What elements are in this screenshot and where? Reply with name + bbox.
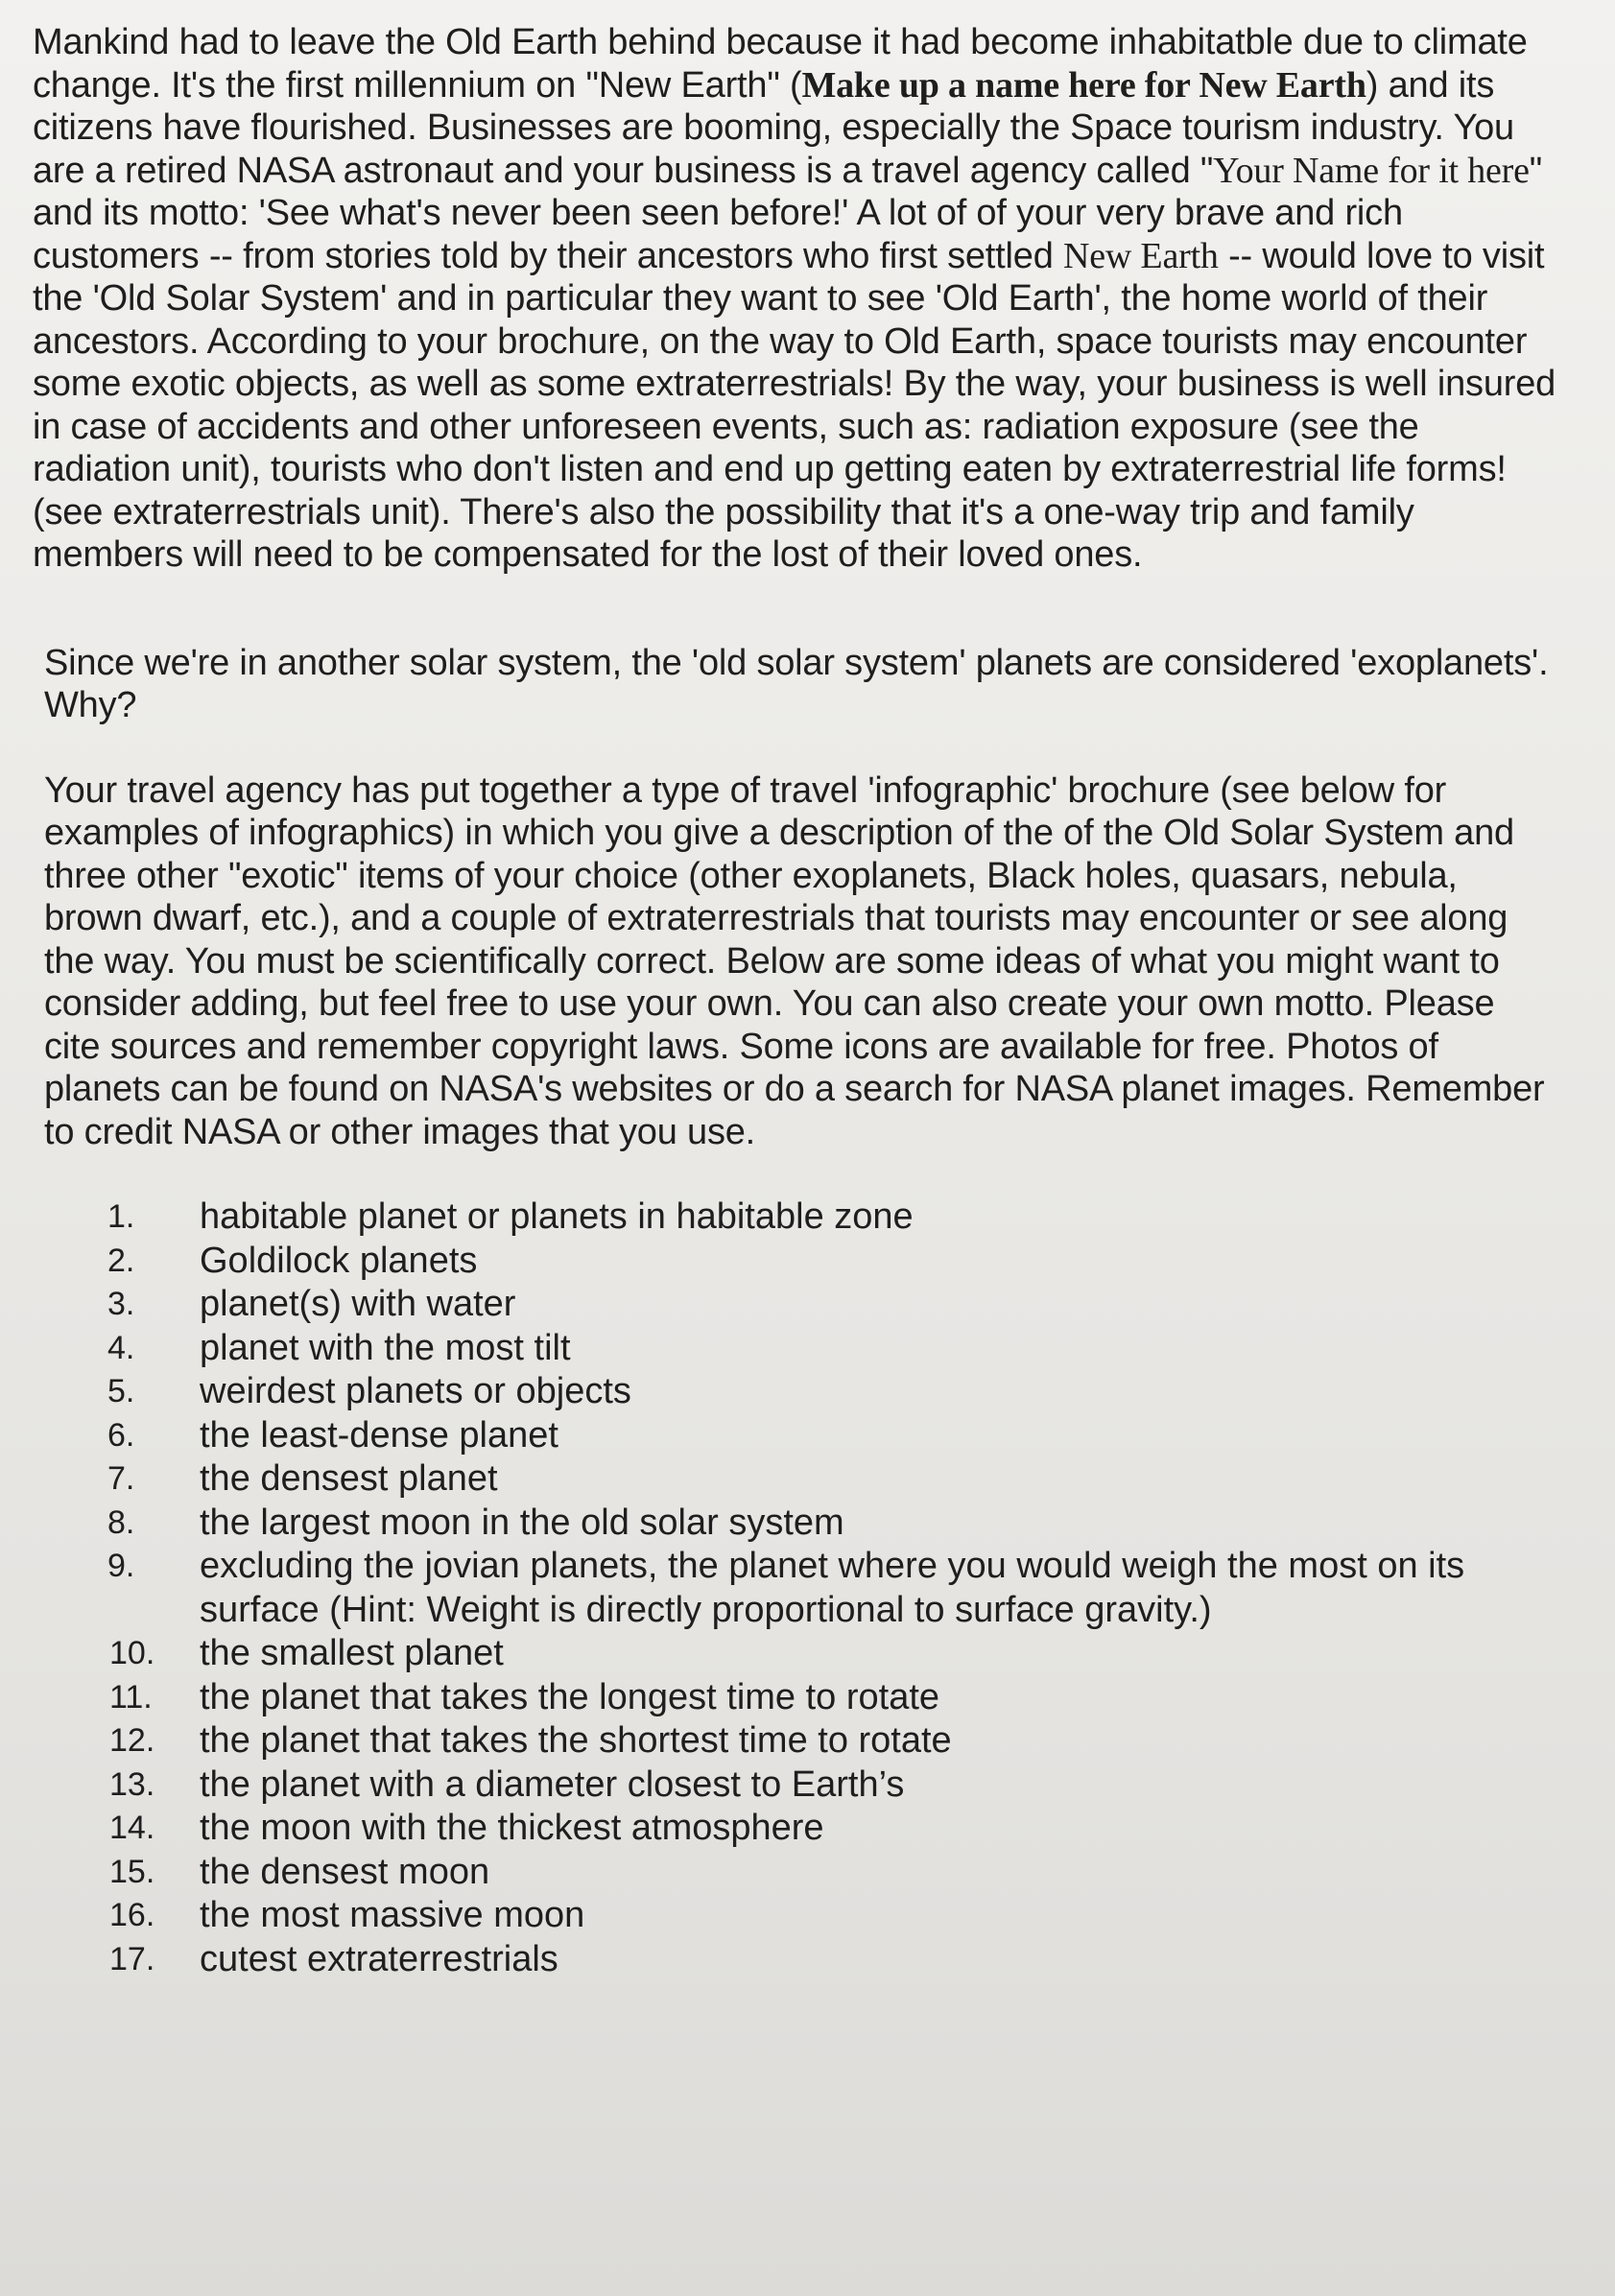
list-item-number: 10. — [109, 1635, 155, 1671]
list-item-text: weirdest planets or objects — [200, 1371, 631, 1411]
list-item — [33, 1502, 1557, 1546]
list-item-number: 3. — [107, 1286, 135, 1322]
list-item — [33, 1283, 1557, 1327]
list-item-text: the planet that takes the shortest time to rotate — [200, 1720, 952, 1761]
list-item — [33, 1370, 1557, 1414]
list-item — [33, 1195, 1557, 1240]
list-item-number: 7. — [107, 1460, 135, 1497]
list-item — [33, 1632, 1557, 1676]
list-item-text: excluding the jovian planets, the planet where you would weigh the most on its surface (Hint: Weight is directly proportional to surface gravity.) — [200, 1546, 1465, 1630]
list-item-text: Goldilock planets — [200, 1240, 478, 1281]
list-item-number: 14. — [109, 1810, 155, 1846]
list-item — [33, 1894, 1557, 1938]
list-item — [33, 1719, 1557, 1763]
list-item-number: 15. — [109, 1853, 155, 1890]
agency-name-placeholder: Your Name for it here — [1213, 150, 1530, 191]
list-item — [33, 1327, 1557, 1371]
list-item-text: the moon with the thickest atmosphere — [200, 1808, 824, 1848]
ideas-list — [33, 1195, 1557, 1981]
exoplanets-question-paragraph: Since we're in another solar system, the 'old solar system' planets are considered 'exoplanets'. Why? — [44, 642, 1549, 725]
list-item-number: 11. — [109, 1678, 153, 1716]
list-item-number: 4. — [107, 1329, 135, 1366]
intro-text-d: -- would love to visit the 'Old Solar System' and in particular they want to see 'Old Earth', the home world of their ancestors. According to your brochure, on the way to Old Earth, space tourists may encounter some exotic objects, as well as some extraterrestrials! By the way, your business is well insured in case of accidents and other unforeseen events, such as: radiation exposure (see the radiation unit), tourists who don't listen and end up getting eaten by extraterrestrial life forms! (see extraterrestrials unit). There's also the possibility that it's a one-way trip and family members will need to be compensated for the lost of their loved ones. — [33, 235, 1556, 575]
list-item — [33, 1457, 1557, 1502]
list-item-number: 17. — [109, 1940, 155, 1977]
list-item — [33, 1851, 1557, 1895]
list-item-number: 2. — [107, 1242, 135, 1279]
list-item-text: the largest moon in the old solar system — [200, 1502, 844, 1543]
list-item-number: 5. — [107, 1373, 135, 1409]
list-item-number: 9. — [107, 1548, 135, 1584]
intro-text-b: ) and its citizens have flourished. Businesses are booming, especially the Space tourism industry. You are a retired NASA astronaut and your business is a travel agency called " — [33, 64, 1514, 191]
intro-text-c: " and its motto: 'See what's never been seen before!' A lot of of your very brave and rich customers -- from stories told by their ancestors who first settled — [33, 150, 1543, 276]
list-item — [33, 1545, 1557, 1632]
list-item — [33, 1676, 1557, 1720]
list-item-text: the planet with a diameter closest to Earth’s — [200, 1763, 905, 1805]
intro-paragraph — [33, 21, 1557, 577]
new-earth-serif-text: New Earth — [1062, 235, 1219, 276]
list-item-text: planet(s) with water — [200, 1284, 516, 1324]
list-item-number: 12. — [109, 1722, 155, 1759]
list-item-text: the densest moon — [200, 1851, 490, 1892]
list-item-number: 13. — [109, 1765, 155, 1803]
intro-text-a: Mankind had to leave the Old Earth behind because it had become inhabitatble due to climate change. It's the first millennium on "New Earth" ( — [33, 22, 1528, 106]
list-item-text: the planet that takes the longest time to rotate — [200, 1676, 940, 1717]
list-item — [33, 1414, 1557, 1458]
list-item-text: the densest planet — [200, 1458, 498, 1499]
list-item-text: the most massive moon — [200, 1895, 585, 1935]
list-item-text: the least-dense planet — [200, 1414, 558, 1456]
list-item — [33, 1763, 1557, 1808]
new-earth-name-placeholder: Make up a name here for New Earth — [801, 64, 1366, 106]
list-item-number: 6. — [107, 1416, 135, 1454]
list-item — [33, 1240, 1557, 1284]
list-item-text: cutest extraterrestrials — [200, 1938, 558, 1979]
brochure-instructions-paragraph: Your travel agency has put together a type of travel 'infographic' brochure (see below for examples of infographics) in which you give a description of the of the Old Solar System and three other "exotic" items of your choice (other exoplanets, Black holes, quasars, nebula, brown dwarf, etc.), and a couple of extraterrestrials that tourists may encounter or see along the way. You must be scientifically correct. Below are some ideas of what you might want to consider adding, but feel free to use your own. You can also create your own motto. Please cite sources and remember copyright laws. Some icons are available for free. Photos of planets can be found on NASA's websites or do a search for NASA planet images. Remember to credit NASA or other images that you use. — [44, 769, 1545, 1152]
list-item-text: habitable planet or planets in habitable zone — [200, 1196, 914, 1237]
list-item — [33, 1938, 1557, 1982]
list-item-text: planet with the most tilt — [200, 1327, 571, 1368]
list-item-text: the smallest planet — [200, 1633, 504, 1673]
list-item-number: 8. — [107, 1503, 135, 1541]
list-item-number: 16. — [109, 1897, 155, 1933]
list-item — [33, 1807, 1557, 1851]
list-item-number: 1. — [107, 1198, 135, 1235]
